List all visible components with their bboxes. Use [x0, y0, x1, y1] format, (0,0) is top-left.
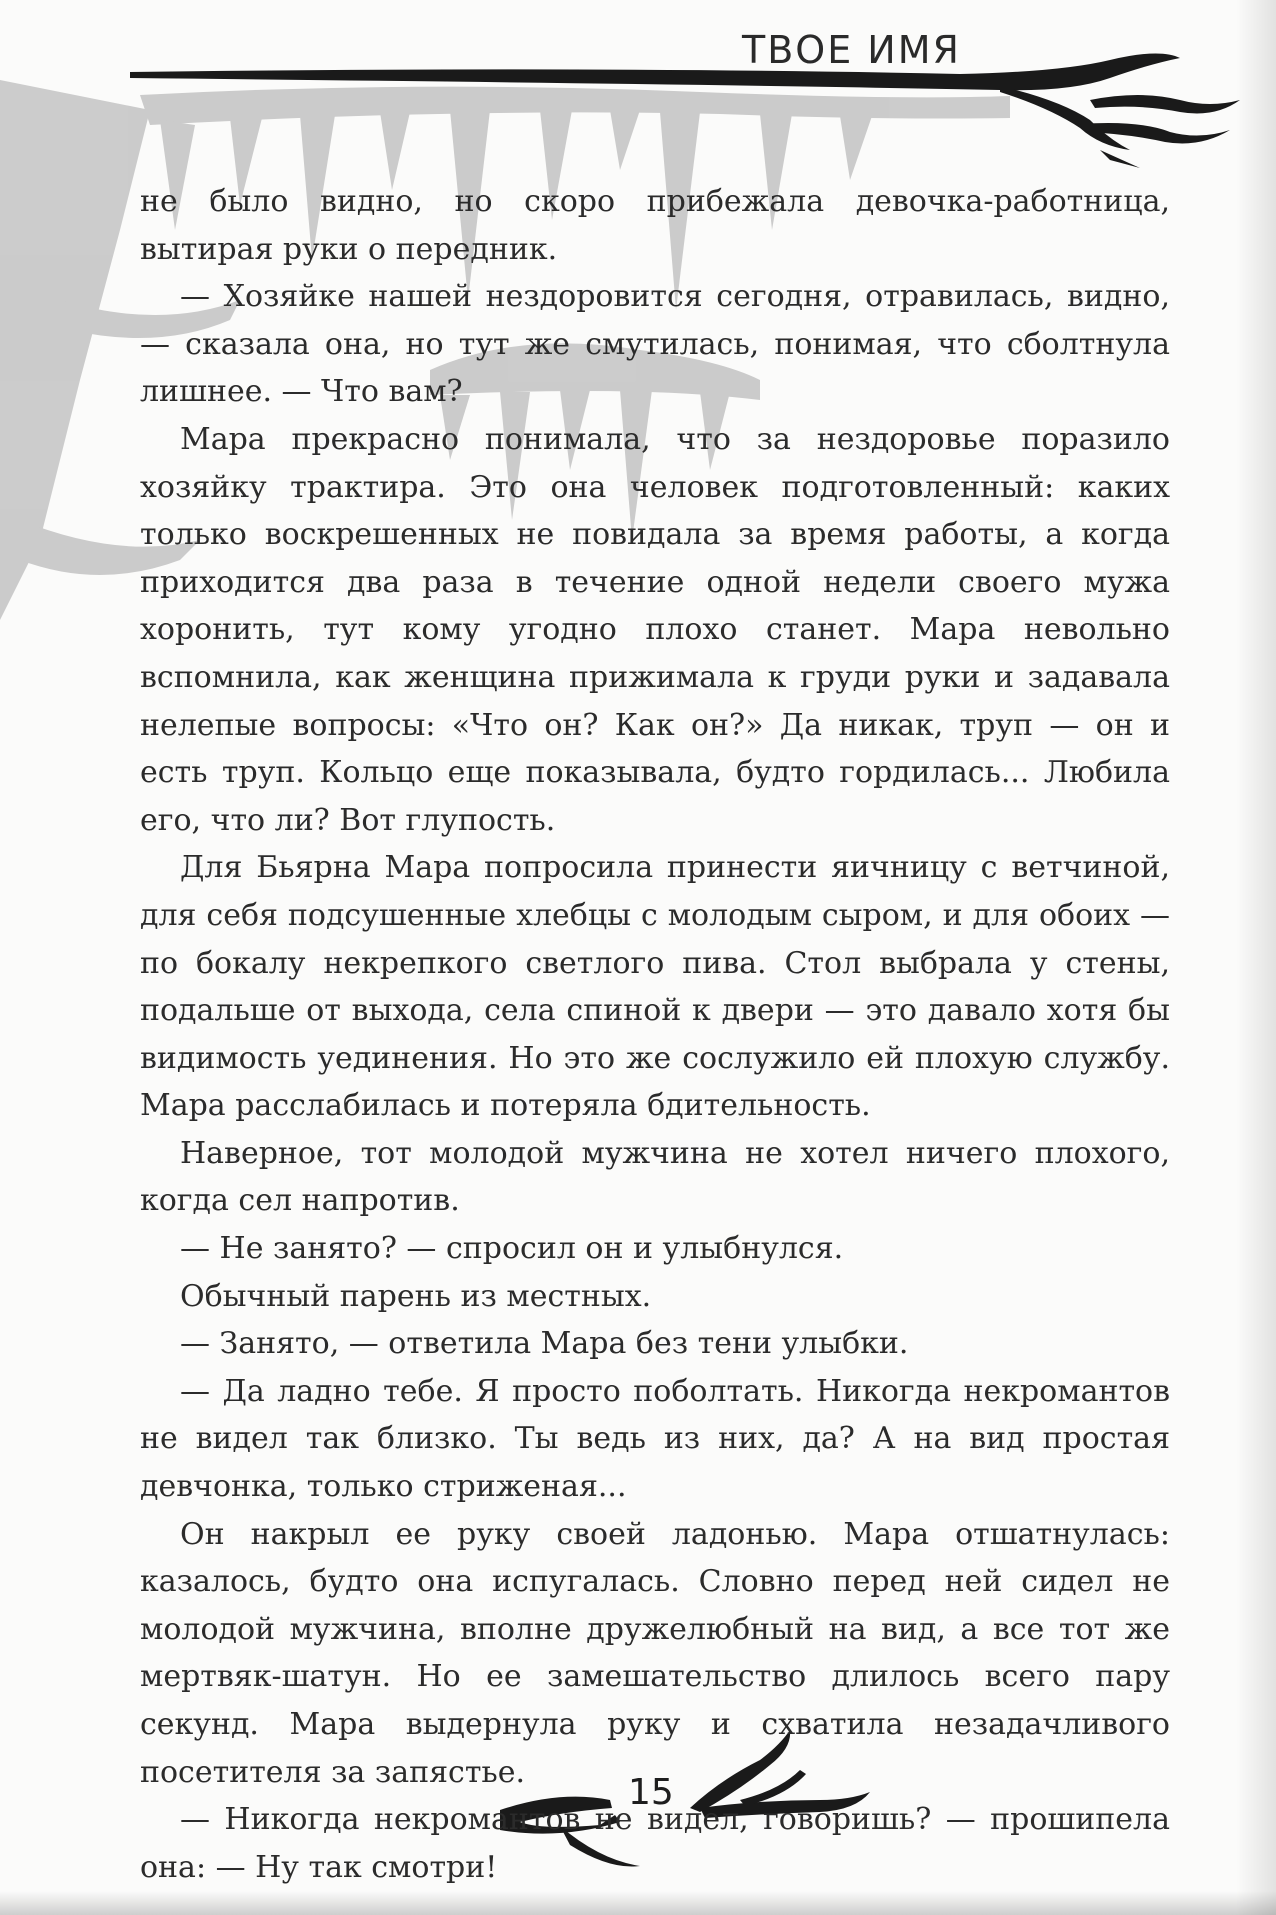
paragraph: Для Бьярна Мара попросила принести яичницу с ветчиной, для себя подсушенные хлебцы с молодым сыром, и для обоих — по бокалу некрепкого светлого пива. Стол выбрала у стены, подальше от выхода, села спиной к двери — это давало хотя бы видимость уединения. Но это же сослужило ей плохую службу. Мара расслабилась и потеряла бдительность. — [140, 850, 1170, 1124]
page-edge-shadow — [1236, 0, 1276, 1915]
paragraph: — Да ладно тебе. Я просто поболтать. Никогда некромантов не видел так близко. Ты ведь из них, да? А на вид простая девчонка, только стриженая... — [140, 1373, 1170, 1505]
paragraph: — Хозяйке нашей нездоровится сегодня, отравилась, видно, — сказала она, но тут же смутилась, понимая, что сболтнула лишнее. — Что вам? — [140, 279, 1170, 410]
page-number: 15 — [628, 1772, 674, 1813]
paragraph: Наверное, тот молодой мужчина не хотел ничего плохого, когда сел напротив. — [140, 1135, 1170, 1219]
paragraph: не было видно, но скоро прибежала девочка-работница, вытирая руки о передник. — [140, 184, 1170, 267]
page-bottom-shadow — [0, 1891, 1276, 1915]
paragraph: Обычный парень из местных. — [180, 1278, 652, 1314]
paragraph: Мара прекрасно понимала, что за нездоровье поразило хозяйку трактира. Это она человек подготовленный: каких только воскрешенных не повидала за время работы, а когда приходится два раза в течение одной недели своего мужа хоронить, тут кому угодно плохо станет. Мара невольно вспомнила, как женщина прижимала к груди руки и задавала нелепые вопросы: «Что он? Как он?» Да никак, труп — он и есть труп. Кольцо еще показывала, будто гордилась... Любила его, что ли? Вот глупость. — [140, 421, 1170, 838]
paragraph: Он накрыл ее руку своей ладонью. Мара отшатнулась: казалось, будто она испугалась. Словно перед ней сидел не молодой мужчина, вполне дружелюбный на вид, а все тот же мертвяк-шатун. Но ее замешательство длилось всего пару секунд. Мара выдернула руку и схватила незадачливого посетителя за запястье. — [140, 1516, 1170, 1790]
paragraph: — Не занято? — спросил он и улыбнулся. — [180, 1231, 844, 1267]
paragraph: — Никогда некромантов не видел, говоришь? — прошипела она: — Ну так смотри! — [140, 1802, 1170, 1885]
body-text — [140, 178, 1170, 1891]
paragraph: — Занято, — ответила Мара без тени улыбки. — [180, 1326, 909, 1362]
running-head: ТВОЕ ИМЯ — [742, 28, 961, 72]
